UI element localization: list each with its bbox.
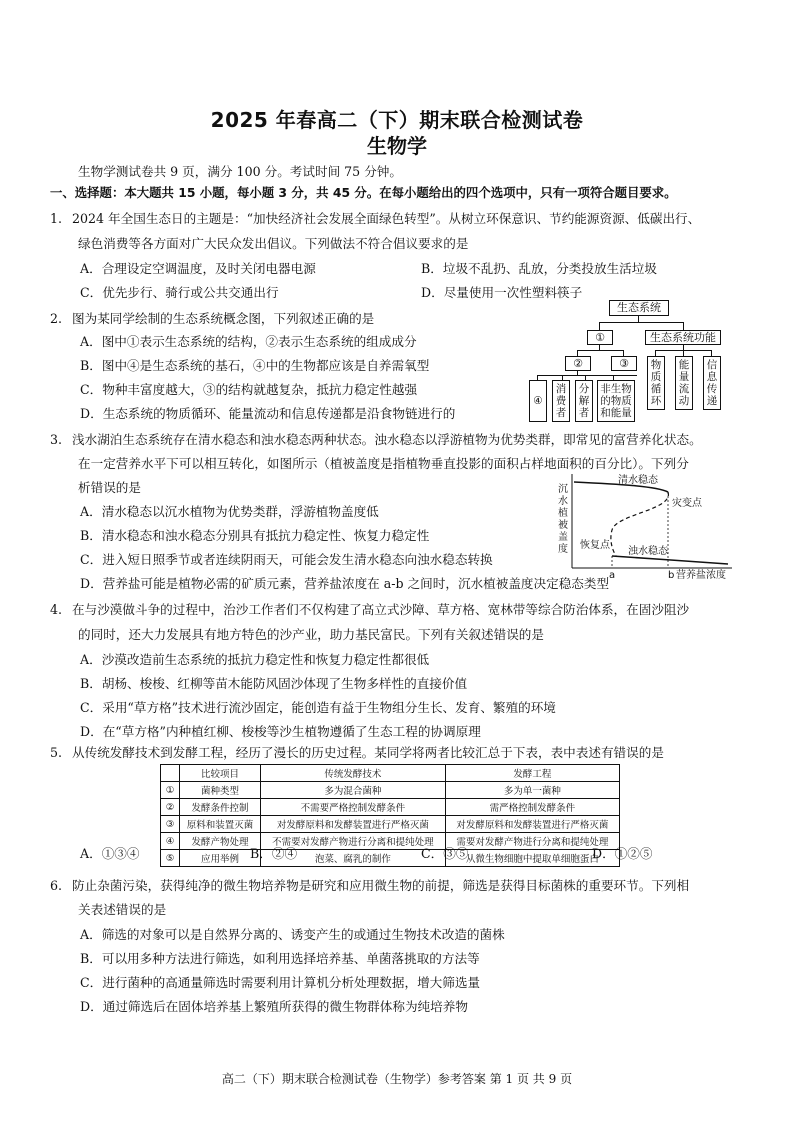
table-header-cell: 比较项目: [180, 765, 261, 782]
tick-b: b: [668, 570, 675, 581]
option-b: B．垃圾不乱扔、乱放，分类投放生活垃圾: [421, 261, 657, 276]
node-material-cycle: 物 质 循 环: [647, 356, 665, 410]
table-cell: 对发酵原料和发酵装置进行严格灭菌: [445, 816, 619, 833]
hysteresis-graph: [556, 470, 734, 582]
comparison-table: [160, 764, 620, 867]
table-cell: 需严格控制发酵条件: [445, 799, 619, 816]
option-c: C．进行菌种的高通量筛选时需要利用计算机分析处理数据，增大筛选量: [80, 975, 481, 990]
option-c: C．物种丰富度越大，③的结构就越复杂，抵抗力稳定性越强: [80, 382, 418, 397]
option-b: B．可以用多种方法进行筛选，如利用选择培养基、单菌落挑取的方法等: [80, 951, 480, 966]
y-axis-label-4: 被: [558, 520, 568, 531]
question-6: [50, 878, 689, 894]
y-axis-label-1: 沉: [558, 484, 568, 495]
y-axis-label-6: 度: [558, 544, 568, 555]
intro-text: 生物学测试卷共 9 页，满分 100 分。考试时间 75 分钟。: [78, 164, 402, 179]
table-cell: ②: [161, 799, 180, 816]
y-axis-label-3: 植: [558, 508, 568, 519]
question-stem-cont: 绿色消费等各方面对广大民众发出倡议。下列做法不符合倡议要求的是: [78, 236, 469, 251]
question-number: 6.: [50, 878, 63, 893]
option-c: C．进入短日照季节或者连续阴雨天，可能会发生清水稳态向浊水稳态转换: [80, 552, 493, 567]
table-cell: 泡菜、腐乳的制作: [261, 850, 446, 867]
question-stem: 防止杂菌污染，获得纯净的微生物培养物是研究和应用微生物的前提，筛选是获得目标菌株的重要环节。下列相: [72, 878, 690, 893]
turbid-branch: [612, 556, 728, 564]
question-stem: 2024 年全国生态日的主题是：“加快经济社会发展全面绿色转型”。从树立环保意识、节约能源资源、低碳出行、: [72, 211, 701, 226]
question-number: 4.: [50, 602, 63, 617]
question-stem: 图为某同学绘制的生态系统概念图，下列叙述正确的是: [72, 311, 375, 326]
node-info-transfer: 信 息 传 递: [703, 356, 721, 410]
table-cell: 需要对发酵产物进行分离和提纯处理: [445, 833, 619, 850]
subject-title: 生物学: [367, 134, 427, 158]
table-cell: 不需要严格控制发酵条件: [261, 799, 446, 816]
question-number: 3.: [50, 432, 63, 447]
question-1: [50, 211, 700, 227]
table-cell: 发酵产物处理: [180, 833, 261, 850]
catastrophe-label: 灾变点: [672, 498, 702, 509]
table-row: [161, 833, 620, 850]
tick-a: a: [609, 570, 616, 581]
table-cell: 多为单一菌种: [445, 782, 619, 799]
option-d: D．生态系统的物质循环、能量流动和信息传递都是沿食物链进行的: [80, 406, 456, 421]
node-function: 生态系统功能: [645, 330, 721, 345]
page-title: 2025 年春高二（下）期末联合检测试卷: [210, 108, 584, 132]
table-cell: 发酵条件控制: [180, 799, 261, 816]
option-b: B．图中④是生态系统的基石，④中的生物都应该是自养需氧型: [80, 358, 430, 373]
table-header-cell: [161, 765, 180, 782]
table-header-cell: 发酵工程: [445, 765, 619, 782]
question-4: [50, 602, 689, 618]
node-2: ②: [565, 356, 591, 371]
option-a: A．合理设定空调温度，及时关闭电器电源: [80, 261, 316, 276]
option-b: B．清水稳态和浊水稳态分别具有抵抗力稳定性、恢复力稳定性: [80, 528, 430, 543]
table-header-row: [161, 765, 620, 782]
option-a: A．筛选的对象可以是自然界分离的、诱变产生的或通过生物技术改造的菌株: [80, 927, 505, 942]
table-cell: 菌种类型: [180, 782, 261, 799]
option-c: C．采用“草方格”技术进行流沙固定，能创造有益于生物组分生长、发育、繁殖的环境: [80, 700, 556, 715]
turbid-water-label: 浊水稳态: [628, 546, 668, 557]
node-1: ①: [587, 330, 613, 345]
node-ecosystem: 生态系统: [609, 300, 669, 316]
section-heading: 一、选择题：本大题共 15 小题，每小题 3 分，共 45 分。在每小题给出的四个选项中，只有一项符合题目要求。: [50, 185, 677, 200]
option-a: A．清水稳态以沉水植物为优势类群，浮游植物盖度低: [80, 504, 379, 519]
option-b: B．②④: [250, 846, 298, 861]
node-3: ③: [611, 356, 637, 371]
option-d: D．①②⑤: [592, 846, 653, 861]
question-2: [50, 311, 374, 327]
question-stem-cont: 关表述错误的是: [78, 902, 167, 917]
node-energy-flow: 能 量 流 动: [675, 356, 693, 410]
table-cell: 对发酵原料和发酵装置进行严格灭菌: [261, 816, 446, 833]
table-cell: 原料和装置灭菌: [180, 816, 261, 833]
table-cell: ①: [161, 782, 180, 799]
node-decomposer: 分 解 者: [575, 380, 593, 422]
clear-water-label: 清水稳态: [618, 475, 658, 486]
question-stem: 从传统发酵技术到发酵工程，经历了漫长的历史过程。某同学将两者比较汇总于下表，表中表述有错误的是: [72, 745, 664, 760]
table-row: [161, 799, 620, 816]
option-c: C．③⑤: [421, 846, 469, 861]
table-row: [161, 816, 620, 833]
option-d: D．在“草方格”内种植红柳、梭梭等沙生植物遵循了生态工程的协调原理: [80, 724, 481, 739]
question-number: 2.: [50, 311, 63, 326]
table-cell: 应用举例: [180, 850, 261, 867]
page-footer: 高二（下）期末联合检测试卷（生物学）参考答案 第 1 页 共 9 页: [221, 1072, 573, 1086]
table-row: [161, 782, 620, 799]
option-d: D．通过筛选后在固体培养基上繁殖所获得的微生物群体称为纯培养物: [80, 999, 468, 1014]
question-3: [50, 432, 702, 448]
option-a: A．图中①表示生态系统的结构，②表示生态系统的组成成分: [80, 334, 417, 349]
option-a: A．①③④: [80, 846, 140, 861]
question-number: 1.: [50, 211, 63, 226]
recovery-label: 恢复点: [580, 540, 610, 551]
table-cell: 不需要对发酵产物进行分离和提纯处理: [261, 833, 446, 850]
y-axis-label-2: 水: [558, 496, 568, 507]
ecosystem-concept-diagram: [525, 300, 725, 422]
table-cell: ③: [161, 816, 180, 833]
option-a: A．沙漠改造前生态系统的抵抗力稳定性和恢复力稳定性都很低: [80, 652, 430, 667]
table-header-cell: 传统发酵技术: [261, 765, 446, 782]
question-stem-cont: 在一定营养水平下可以相互转化，如图所示（植被盖度是指植物垂直投影的面积占样地面积的百分比）。下列分: [78, 456, 689, 471]
option-c: C．优先步行、骑行或公共交通出行: [80, 285, 279, 300]
table-row: [161, 850, 620, 867]
option-d: D．尽量使用一次性塑料筷子: [421, 285, 583, 300]
x-axis-label: 营养盐浓度: [676, 570, 726, 581]
node-consumer: 消 费 者: [552, 380, 570, 422]
question-stem: 浅水湖泊生态系统存在清水稳态和浊水稳态两种状态。浊水稳态以浮游植物为优势类群，即常见的富营养化状态。: [72, 432, 702, 447]
table-cell: ④: [161, 833, 180, 850]
node-abiotic: 非生物 的物质 和能量: [597, 380, 635, 422]
question-stem: 在与沙漠做斗争的过程中，治沙工作者们不仅构建了高立式沙障、草方格、宽林带等综合防治体系，在固沙阻沙: [72, 602, 690, 617]
option-d: D．营养盐可能是植物必需的矿质元素，营养盐浓度在 a-b 之间时，沉水植被盖度决定稳态类型: [80, 576, 610, 591]
table-cell: 从微生物细胞中提取单细胞蛋白: [445, 850, 619, 867]
question-5: [50, 745, 664, 761]
option-b: B．胡杨、梭梭、红柳等苗木能防风固沙体现了生物多样性的直接价值: [80, 676, 468, 691]
table-cell: ⑤: [161, 850, 180, 867]
table-cell: 多为混合菌种: [261, 782, 446, 799]
node-4: ④: [529, 380, 547, 422]
question-number: 5.: [50, 745, 63, 760]
question-stem-cont: 析错误的是: [78, 480, 141, 495]
y-axis-label-5: 盖: [558, 532, 568, 543]
question-stem-cont: 的同时，还大力发展具有地方特色的沙产业，助力基民富民。下列有关叙述错误的是: [78, 627, 544, 642]
